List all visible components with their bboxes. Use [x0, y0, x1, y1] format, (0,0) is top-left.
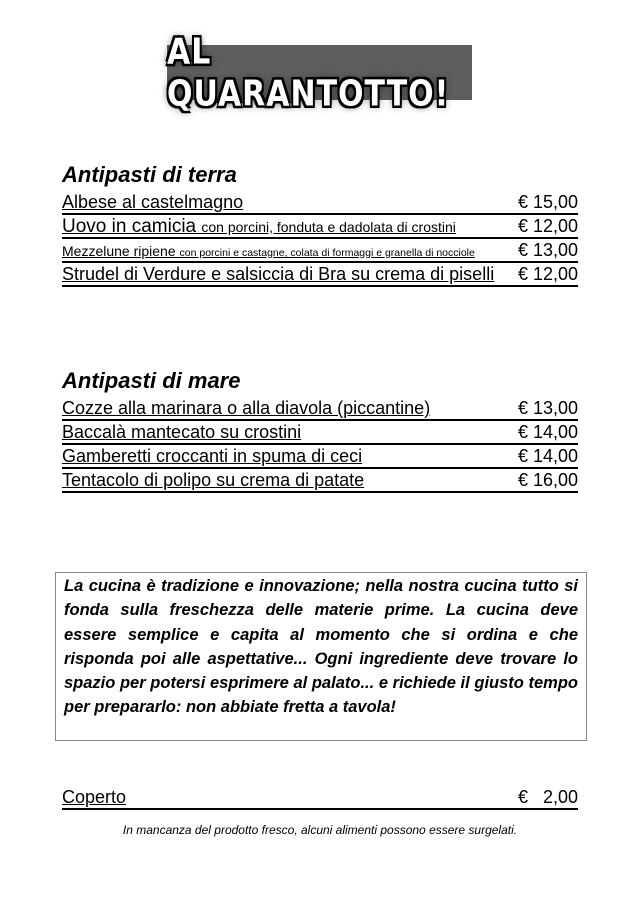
menu-item [62, 264, 578, 287]
section-antipasti-terra [62, 162, 578, 288]
item-price: € 14,00 [517, 422, 578, 442]
menu-item [62, 240, 578, 263]
item-name: Cozze alla marinara o alla diavola (piccantine) [62, 398, 431, 418]
item-desc: con porcini e castagne, colata di formaggi e granella di nocciole [179, 247, 475, 259]
menu-item [62, 398, 578, 421]
item-desc: con porcini, fonduta e dadolata di crostini [201, 219, 456, 235]
item-price: € 13,00 [517, 240, 578, 260]
menu-item [62, 192, 578, 215]
item-name: Tentacolo di polipo su crema di patate [62, 470, 365, 490]
coperto-price: € 2,00 [517, 787, 578, 807]
coperto-label: Coperto [62, 787, 127, 807]
section-antipasti-mare [62, 368, 578, 494]
item-name: Baccalà mantecato su crostini [62, 422, 302, 442]
menu-item [62, 446, 578, 469]
item-price: € 14,00 [517, 446, 578, 466]
philosophy-box: La cucina è tradizione e innovazione; nella nostra cucina tutto si fonda sulla freschezza delle materie prime. La cucina deve essere semplice e capita al momento che si ordina e che risponda poi alle aspettative... Ogni ingrediente deve trovare lo spazio per potersi esprimere al palato... e richiede il giusto tempo per prepararlo: non abbiate fretta a tavola! [55, 572, 587, 741]
item-name: Strudel di Verdure e salsiccia di Bra su crema di piselli [62, 264, 495, 284]
coperto-row [62, 787, 578, 811]
item-name: Gamberetti croccanti in spuma di ceci [62, 446, 363, 466]
frozen-note: In mancanza del prodotto fresco, alcuni alimenti possono essere surgelati. [122, 823, 518, 837]
restaurant-logo [167, 30, 472, 115]
item-name: Mezzelune ripiene [62, 243, 176, 259]
item-price: € 16,00 [517, 470, 578, 490]
item-name: Albese al castelmagno [62, 192, 244, 212]
section-title: Antipasti di mare [62, 368, 241, 393]
item-price: € 12,00 [517, 264, 578, 284]
item-price: € 13,00 [517, 398, 578, 418]
menu-item [62, 216, 578, 239]
logo-text: AL QUARANTOTTO! [167, 30, 450, 115]
item-name: Uovo in camicia [62, 216, 197, 237]
item-price: € 15,00 [517, 192, 578, 212]
item-price: € 12,00 [517, 216, 578, 236]
menu-item [62, 422, 578, 445]
section-title: Antipasti di terra [62, 162, 237, 187]
menu-item [62, 470, 578, 493]
